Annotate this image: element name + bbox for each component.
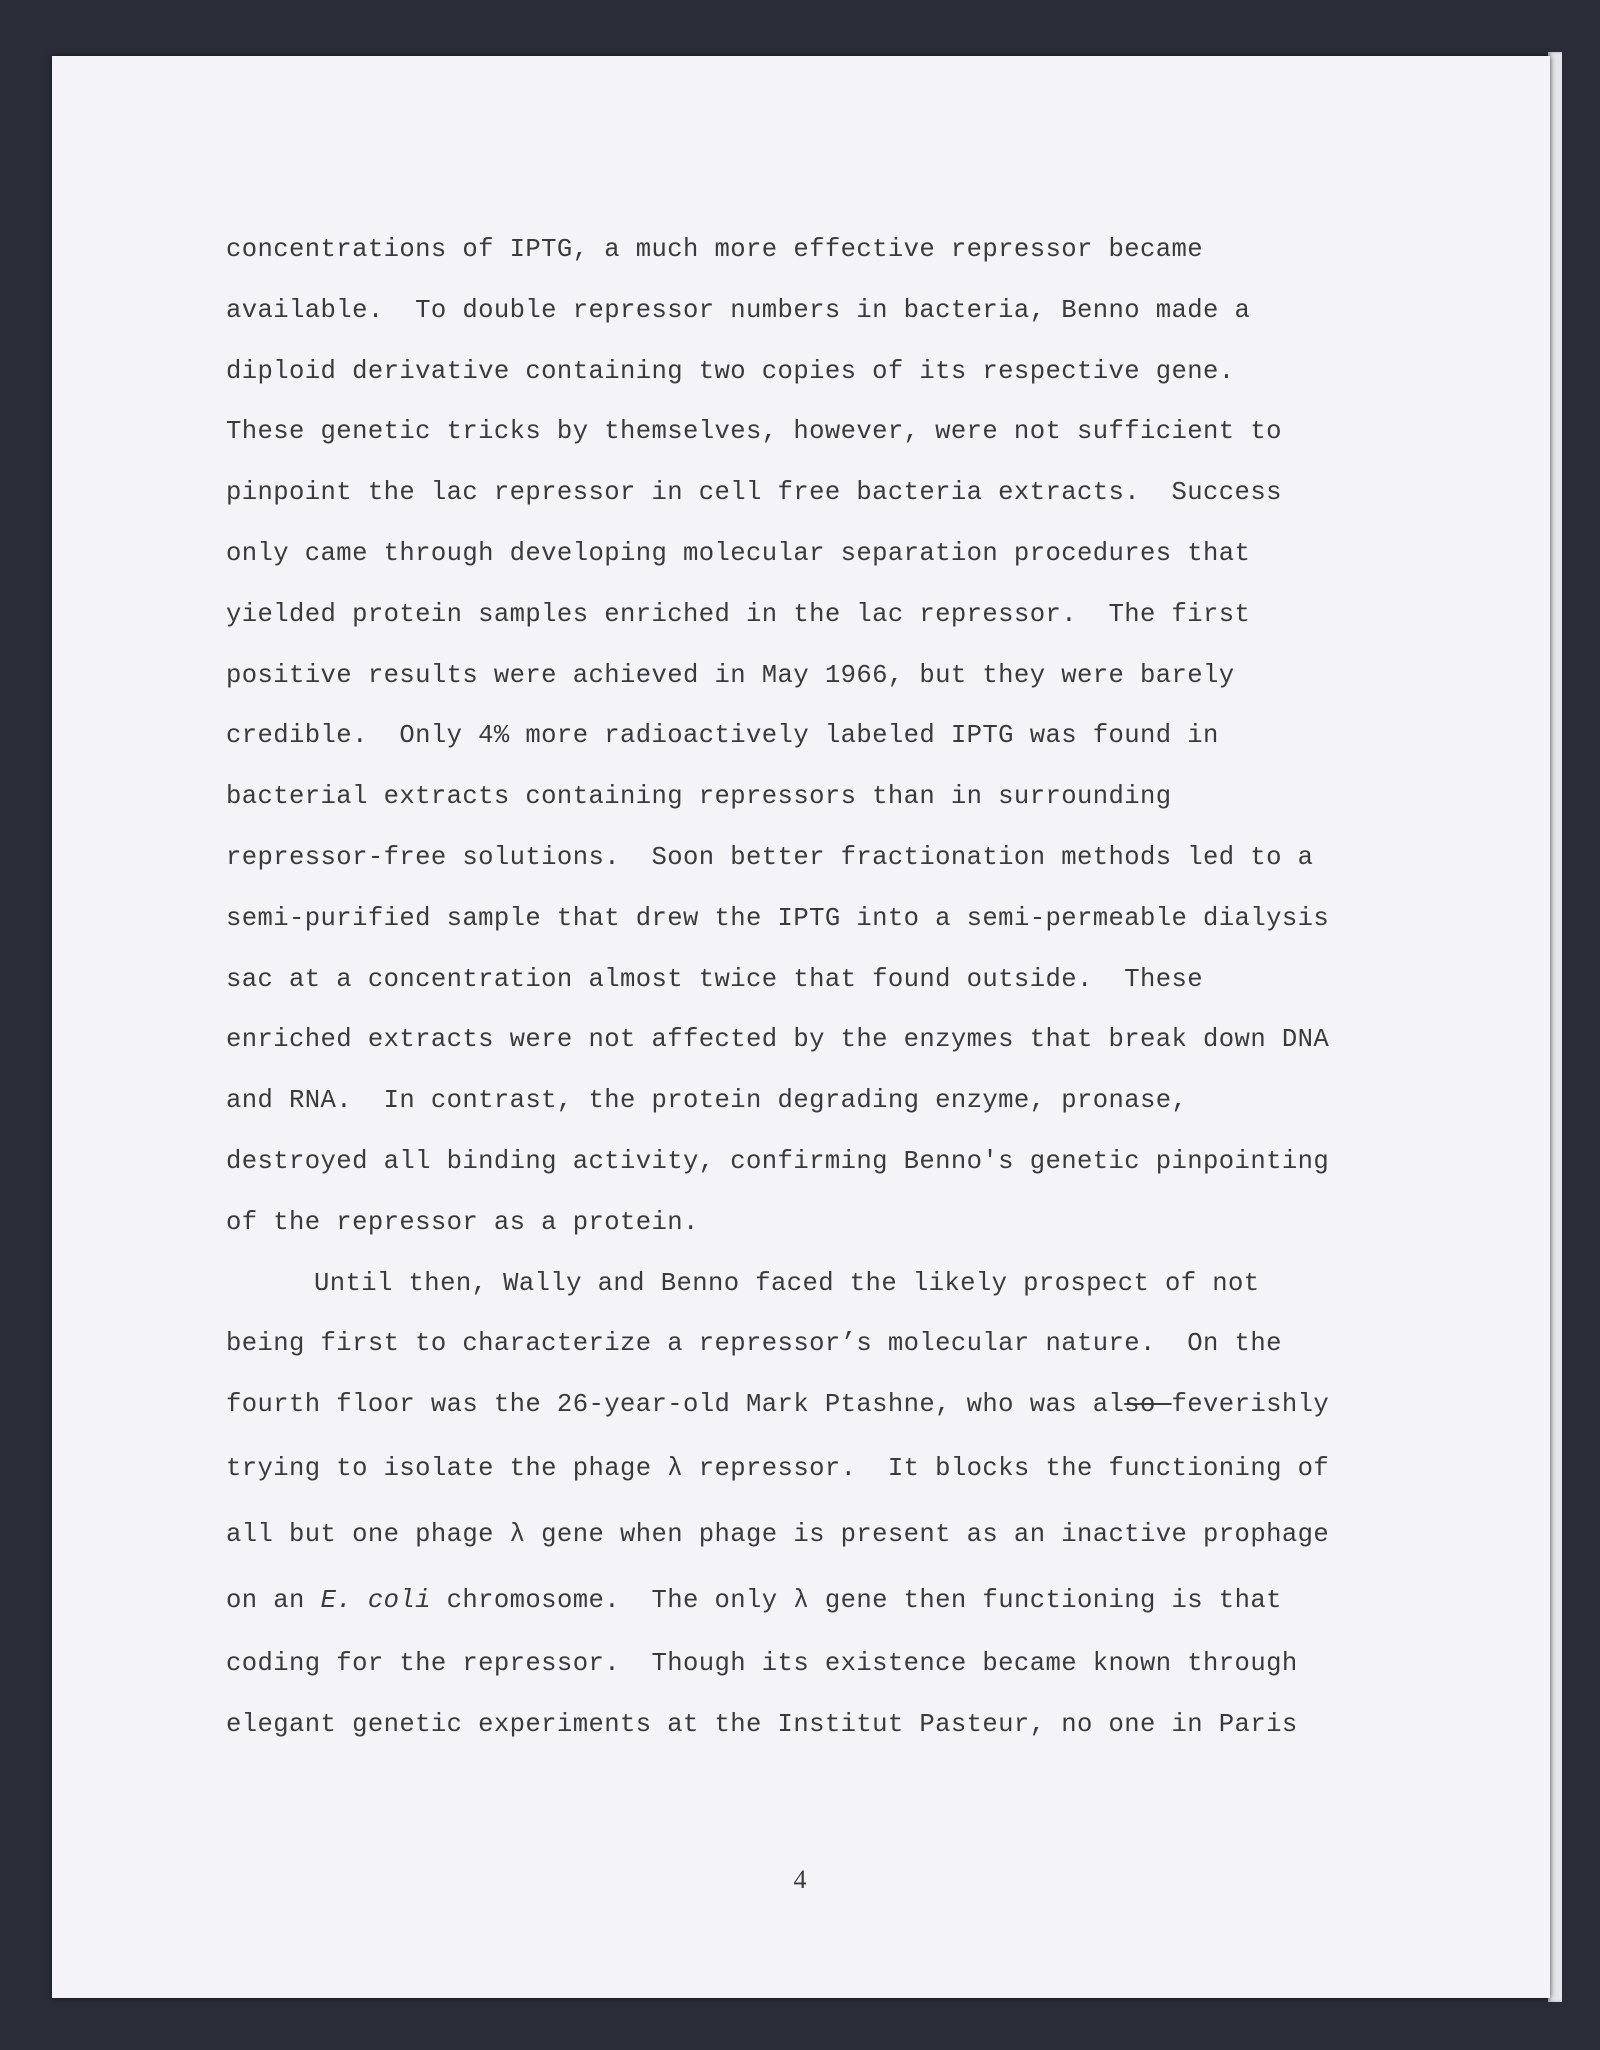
text-line: yielded protein samples enriched in the lac repressor. The first xyxy=(226,599,1251,629)
text-line: coding for the repressor. Though its existence became known through xyxy=(226,1648,1298,1678)
text-segment: fourth floor was the 26-year-old Mark Ptashne, who was al xyxy=(226,1390,1125,1420)
text-line: elegant genetic experiments at the Institut Pasteur, no one in Paris xyxy=(226,1709,1298,1739)
text-line: only came through developing molecular separation procedures that xyxy=(226,538,1251,568)
page-edge xyxy=(1548,52,1562,2002)
text-segment: on an xyxy=(226,1585,321,1615)
text-line: credible. Only 4% more radioactively labeled IPTG was found in xyxy=(226,721,1219,751)
text-line: available. To double repressor numbers in bacteria, Benno made a xyxy=(226,295,1251,325)
text-line: positive results were achieved in May 1966, but they were barely xyxy=(226,660,1235,690)
text-line: repressor-free solutions. Soon better fractionation methods led to a xyxy=(226,842,1314,872)
text-segment: feverishly xyxy=(1171,1390,1330,1420)
text-line: and RNA. In contrast, the protein degrading enzyme, pronase, xyxy=(226,1086,1188,1116)
text-line: semi-purified sample that drew the IPTG into a semi-permeable dialysis xyxy=(226,903,1330,933)
text-line: all but one phage λ gene when phage is present as an inactive prophage xyxy=(226,1519,1330,1549)
paragraph-start-line: Until then, Wally and Benno faced the likely prospect of not xyxy=(314,1268,1260,1298)
text-line: sac at a concentration almost twice that found outside. These xyxy=(226,964,1204,994)
text-line: destroyed all binding activity, confirming Benno's genetic pinpointing xyxy=(226,1146,1330,1176)
text-line: enriched extracts were not affected by the enzymes that break down DNA xyxy=(226,1025,1330,1055)
text-line: diploid derivative containing two copies of its respective gene. xyxy=(226,356,1235,386)
text-line: trying to isolate the phage λ repressor. It blocks the functioning of xyxy=(226,1453,1330,1483)
text-segment: chromosome. The only λ gene then functioning is that xyxy=(430,1585,1282,1615)
struck-text: so xyxy=(1124,1390,1172,1420)
text-line: pinpoint the lac repressor in cell free bacteria extracts. Success xyxy=(226,478,1282,508)
page-number: 4 xyxy=(793,1865,807,1894)
text-line: These genetic tricks by themselves, however, were not sufficient to xyxy=(226,417,1282,447)
text-line: concentrations of IPTG, a much more effective repressor became xyxy=(226,235,1204,264)
text-line: being first to characterize a repressor’s molecular nature. On the xyxy=(226,1329,1282,1359)
body-text xyxy=(226,220,1426,1756)
italic-text: E. coli xyxy=(320,1585,431,1615)
text-line-with-strikethrough xyxy=(226,1375,1426,1436)
text-line-with-italic xyxy=(226,1568,1426,1634)
text-line: bacterial extracts containing repressors than in surrounding xyxy=(226,782,1172,812)
text-line: of the repressor as a protein. xyxy=(226,1207,699,1237)
